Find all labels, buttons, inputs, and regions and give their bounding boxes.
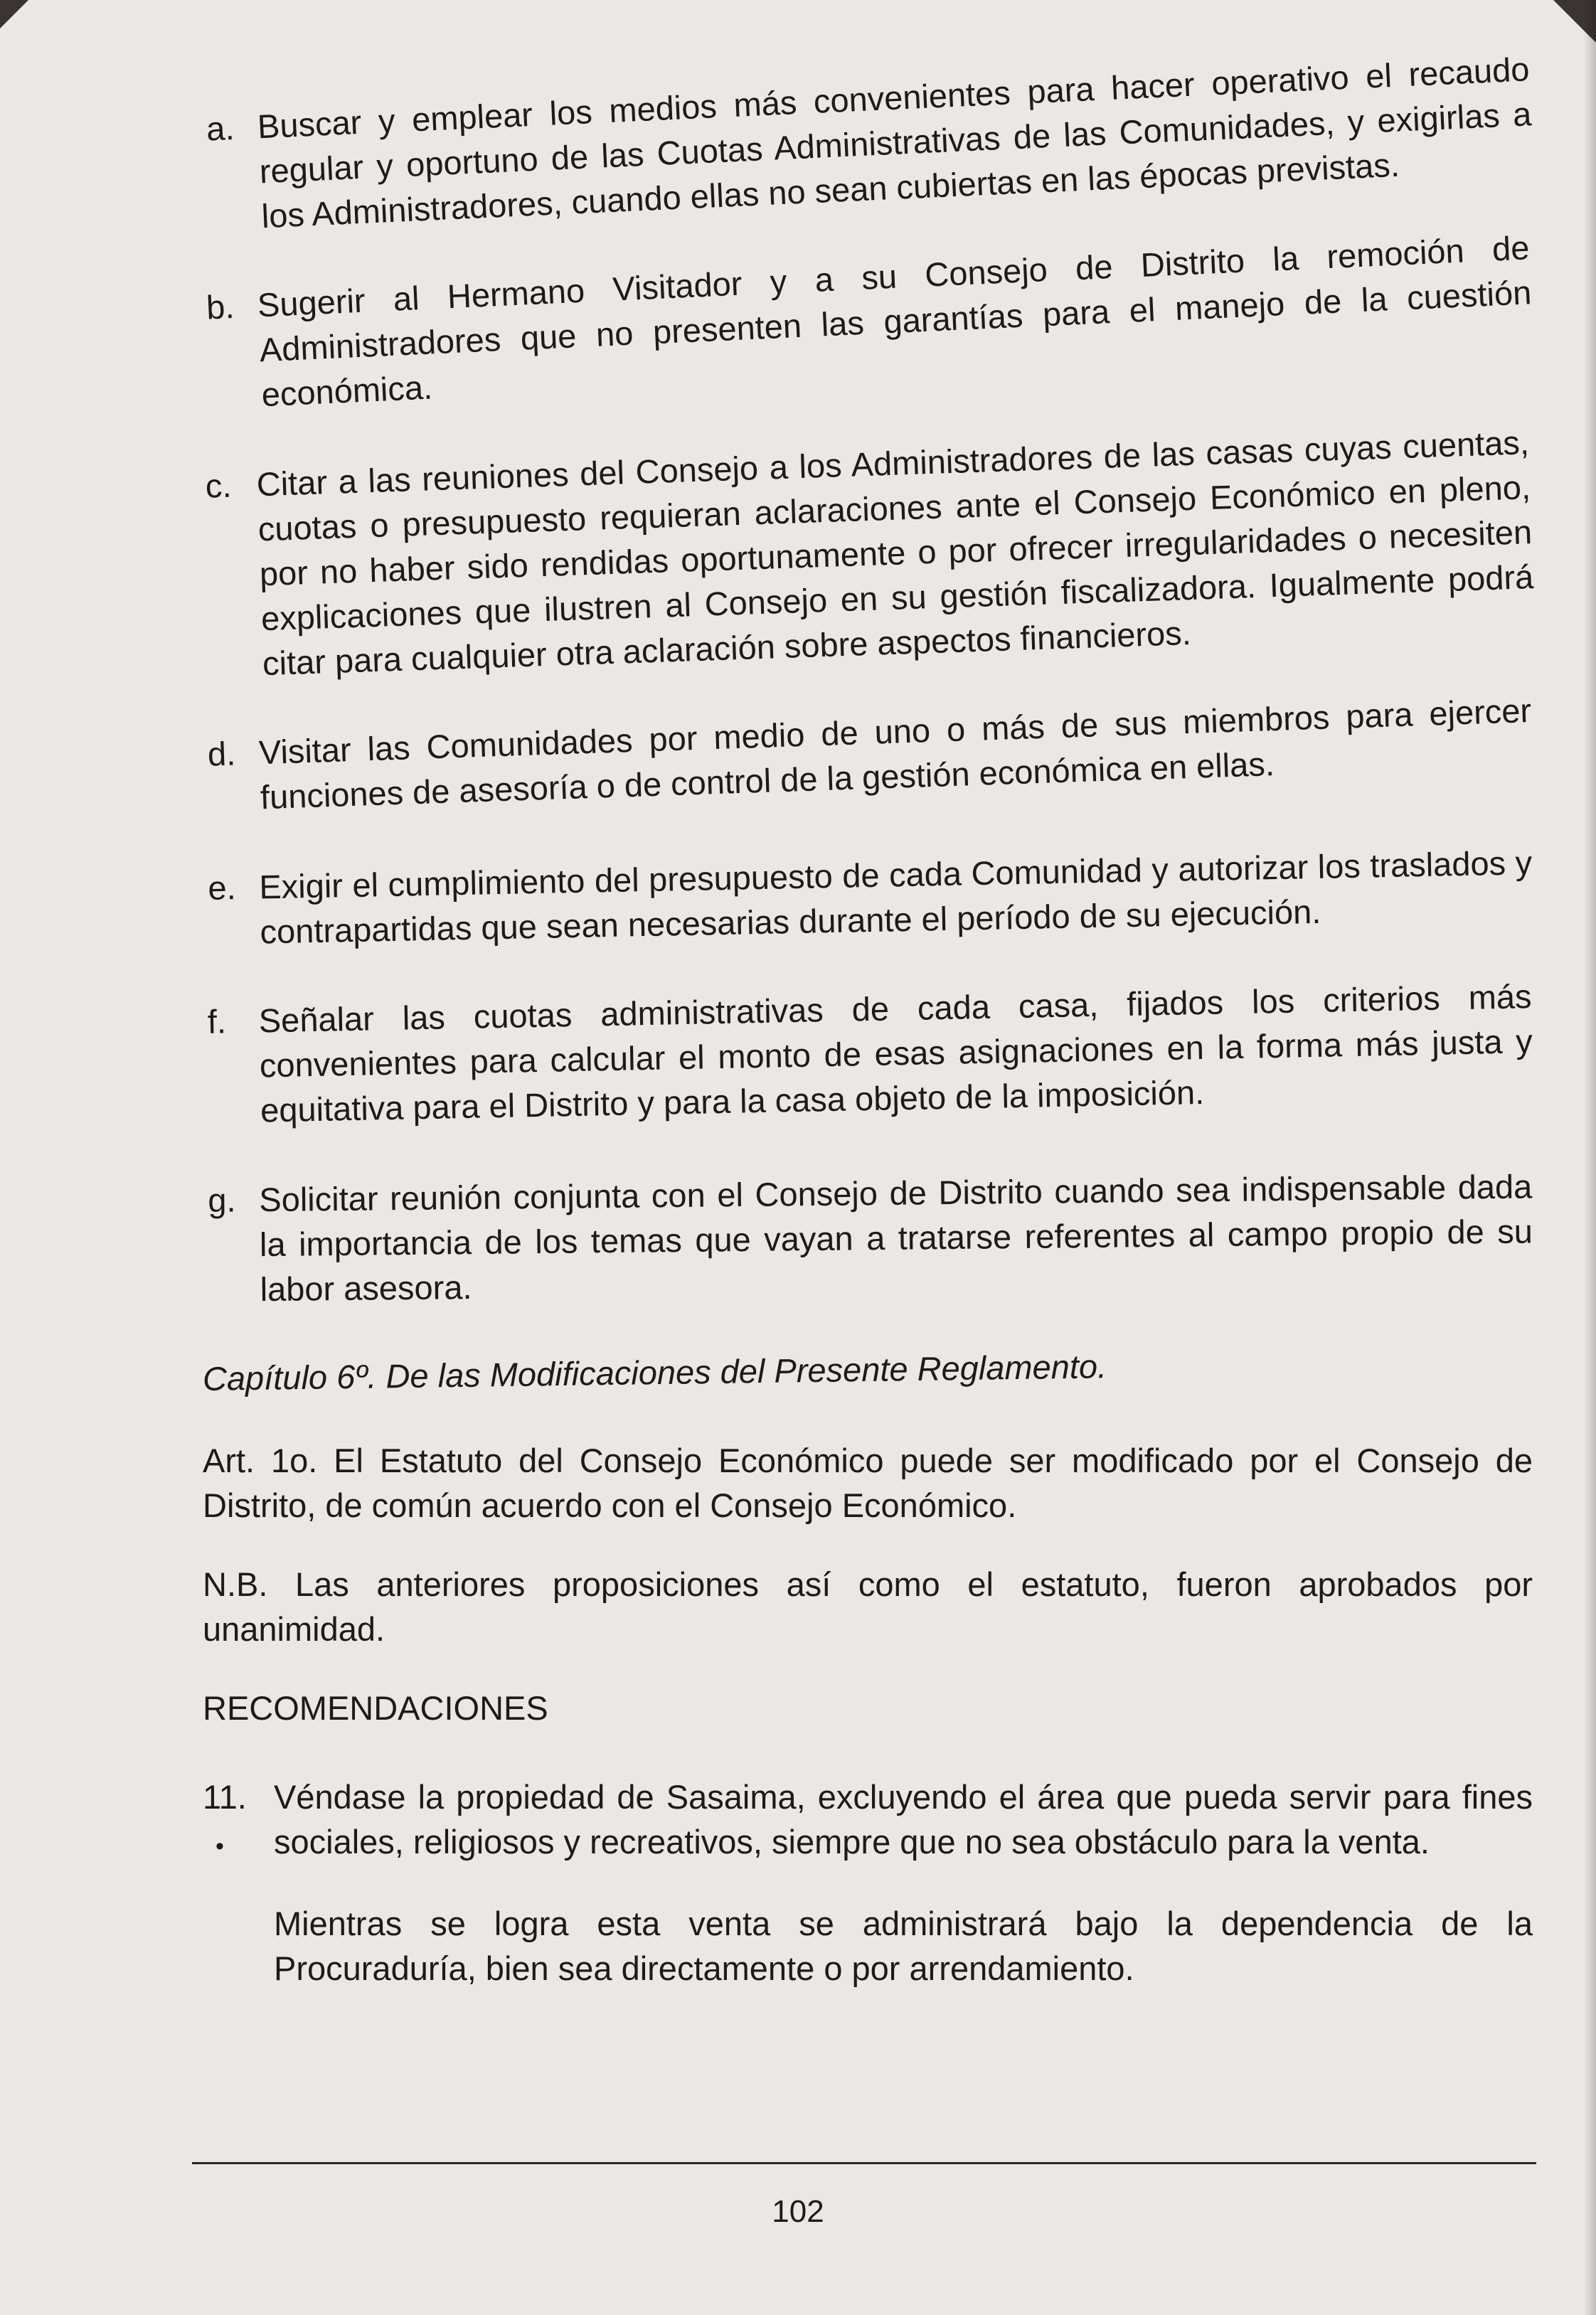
list-item-b	[200, 225, 1535, 420]
list-label: b.	[205, 287, 235, 326]
list-label: f.	[207, 1002, 227, 1041]
list-item-e	[202, 840, 1533, 955]
list-label: g.	[208, 1181, 236, 1219]
list-text: Señalar las cuotas administrativas de cada casa, fijados los criterios más convenientes para calcular el monto de esas asignaciones en la forma más justa y equitativa para el Distrito y para la casa objeto de la imposición.	[258, 977, 1533, 1129]
list-item-c	[199, 420, 1536, 688]
list-text: Sugerir al Hermano Visitador y a su Consejo de Distrito la remoción de Administradores que no presenten las garantías para el manejo de la cuestión económica.	[256, 228, 1533, 414]
list-text: Exigir el cumplimiento del presupuesto de cada Comunidad y autorizar los traslados y contrapartidas que sean necesarias durante el período de su ejecución.	[258, 843, 1533, 951]
list-item-f	[201, 974, 1533, 1134]
bullet-marker: •	[216, 1833, 224, 1860]
recommendation-number: 11.	[203, 1778, 247, 1816]
recommendation-item	[203, 1774, 1533, 1864]
list-text: Citar a las reuniones del Consejo a los Administradores de las casas cuyas cuentas, cuotas o presupuesto requieran aclaraciones ante el Consejo Económico en pleno, por no haber sido rendidas oportunamente o por ofrecer irregularidades o necesiten explicaciones que ilustren al Consejo en su gestión fiscalizadora. Igualmente podrá citar para cualquier otra aclaración sobre aspectos financieros.	[255, 423, 1534, 683]
list-text: Buscar y emplear los medios más convenientes para hacer operativo el recaudo regular y oportuno de las Cuotas Administrativas de las Comunidades, y exigirlas a los Administradores, cuando ellas no sean cubiertas en las épocas previstas.	[256, 50, 1533, 235]
list-label: c.	[204, 466, 233, 505]
list-item-d	[201, 688, 1533, 821]
list-text: Solicitar reunión conjunta con el Consejo de Distrito cuando sea indispensable dada la importancia de los temas que vayan a tratarse referentes al campo propio de su labor asesora.	[259, 1167, 1533, 1309]
page-content	[202, 50, 1534, 1991]
article-paragraph: Art. 1o. El Estatuto del Consejo Económico puede ser modificado por el Consejo de Distrito, de común acuerdo con el Consejo Económico.	[203, 1442, 1533, 1524]
list-label: a.	[205, 108, 235, 148]
footer-divider	[192, 2162, 1536, 2164]
list-label: d.	[207, 734, 237, 773]
page-edge-shadow	[1583, 0, 1596, 2315]
list-label: e.	[207, 868, 237, 907]
recommendations-heading: RECOMENDACIONES	[203, 1689, 548, 1727]
recommendation-continuation: Mientras se logra esta venta se administrará bajo la dependencia de la Procuraduría, bien sea directamente o por arrendamiento.	[274, 1905, 1533, 1987]
chapter-heading: Capítulo 6º. De las Modificaciones del Presente Reglamento.	[202, 1347, 1107, 1398]
list-item-g	[202, 1164, 1533, 1312]
page-corner-shadow	[0, 0, 28, 28]
recommendation-text: Véndase la propiedad de Sasaima, excluyendo el área que pueda servir para fines sociales, religiosos y recreativos, siempre que no sea obstáculo para la venta.	[274, 1778, 1533, 1861]
list-item-a	[200, 46, 1535, 241]
note-paragraph: N.B. Las anteriores proposiciones así como el estatuto, fueron aprobados por unanimidad.	[203, 1565, 1533, 1648]
list-text: Visitar las Comunidades por medio de uno o más de sus miembros para ejercer funciones de asesoría o de control de la gestión económica en ellas.	[258, 691, 1532, 816]
page-number: 102	[772, 2194, 824, 2229]
